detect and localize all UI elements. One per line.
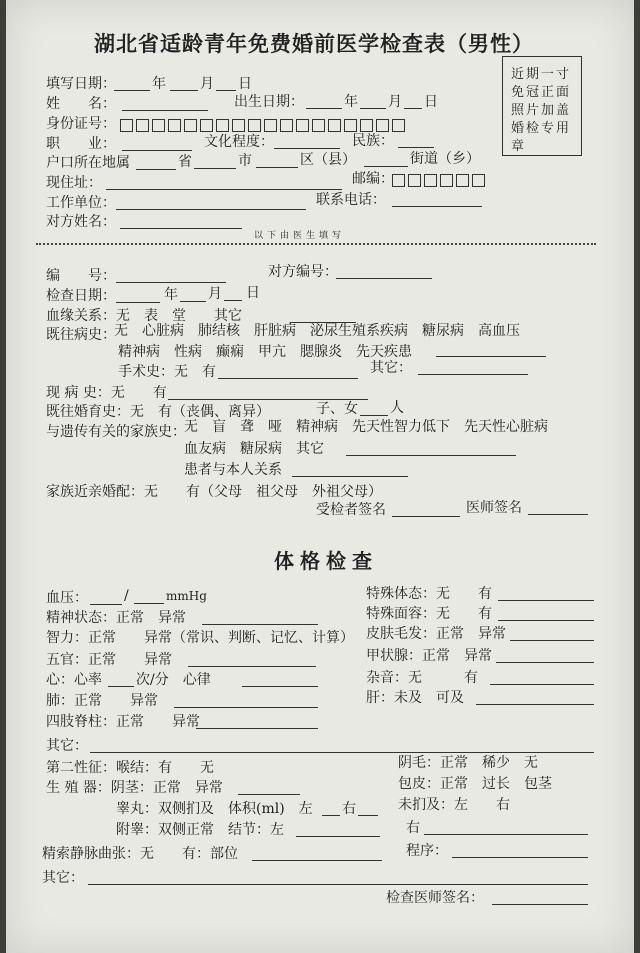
- partner-number-label: 对方编号：: [268, 264, 338, 280]
- bp-unit: mmHg: [166, 589, 207, 603]
- education-label: 文化程度：: [204, 134, 274, 150]
- murmur-line: 杂音：无 有: [366, 670, 478, 686]
- heart-line: 心：心率: [46, 672, 102, 688]
- photo-box-line: 照片加盖: [511, 103, 572, 118]
- skin-field[interactable]: [510, 640, 594, 641]
- street-label: 街道（乡）: [410, 151, 480, 167]
- province-field[interactable]: [136, 169, 176, 170]
- partner-number-field[interactable]: [336, 278, 432, 279]
- congenital-field[interactable]: [436, 356, 546, 357]
- physical-exam-title: 体格检查: [274, 549, 378, 573]
- year-label: 年: [164, 287, 178, 303]
- heart-unit: 次/分 心律: [136, 672, 211, 688]
- number-field[interactable]: [116, 282, 226, 283]
- penis-field[interactable]: [238, 794, 300, 795]
- birth-day-field[interactable]: [404, 108, 422, 109]
- other-field-2[interactable]: [88, 884, 588, 885]
- street-field[interactable]: [364, 166, 408, 167]
- pubic-hair-line: 阴毛：正常 稀少 无: [398, 755, 538, 771]
- liver-field[interactable]: [476, 704, 594, 705]
- lung-field[interactable]: [174, 707, 318, 708]
- current-illness-line: 现 病 史：无 有: [46, 385, 167, 401]
- doctor-fill-note: 以下由医生填写: [254, 231, 346, 241]
- intelligence-line: 智力：正常 异常（常识、判断、记忆、计算）: [46, 630, 354, 646]
- limbs-field[interactable]: [196, 728, 318, 729]
- other-history-label: 其它：: [370, 360, 412, 376]
- birth-month-field[interactable]: [360, 108, 386, 109]
- family-history-row2: 血友病 糖尿病 其它: [184, 441, 324, 457]
- exam-date-label: 检查日期：: [46, 288, 116, 304]
- marriage-history-line: 既往婚育史：无 有（丧偶、离异）: [46, 404, 270, 420]
- form-title: 湖北省适龄青年免费婚前医学检查表（男性）: [94, 31, 534, 56]
- district-label: 区（县）: [300, 152, 356, 168]
- job-field[interactable]: [122, 150, 192, 151]
- address-field[interactable]: [106, 189, 342, 190]
- other-exam-field[interactable]: [90, 752, 594, 753]
- other-label-2: 其它：: [42, 870, 84, 886]
- epididymis-left-field[interactable]: [296, 836, 380, 837]
- other-history-field[interactable]: [418, 374, 528, 375]
- bp-systolic-field[interactable]: [90, 604, 122, 605]
- day-label: 日: [246, 285, 260, 301]
- examinee-sign-field[interactable]: [392, 516, 460, 517]
- address-label: 现住址：: [46, 175, 102, 191]
- current-illness-field[interactable]: [168, 399, 368, 400]
- family-history-label: 与遗传有关的家族史：: [46, 424, 186, 440]
- exam-doctor-sign-field[interactable]: [492, 904, 588, 905]
- partner-name-label: 对方姓名：: [46, 214, 116, 230]
- children-unit: 人: [390, 400, 404, 416]
- children-label: 子、女: [316, 401, 358, 417]
- foreskin-line: 包皮：正常 过长 包茎: [398, 776, 552, 792]
- senses-field[interactable]: [188, 666, 316, 667]
- varicocele-line: 精索静脉曲张：无 有：部位: [42, 846, 238, 862]
- relation-label: 患者与本人关系: [184, 462, 282, 478]
- photo-box-line: 章: [511, 139, 527, 154]
- bp-slash: /: [124, 588, 129, 604]
- surgery-line: 手术史：无 有: [118, 364, 216, 380]
- surgery-field[interactable]: [218, 378, 358, 379]
- epididymis-line: 附睾：双侧正常 结节：左: [116, 822, 284, 838]
- murmur-field[interactable]: [490, 684, 594, 685]
- name-field[interactable]: [122, 110, 208, 111]
- phone-label: 联系电话：: [316, 192, 386, 208]
- skin-line: 皮肤毛发：正常 异常: [366, 626, 506, 642]
- city-field[interactable]: [194, 168, 236, 169]
- bp-diastolic-field[interactable]: [134, 603, 164, 604]
- senses-line: 五官：正常 异常: [46, 652, 172, 668]
- day-label: 日: [424, 94, 438, 110]
- varicocele-field[interactable]: [252, 860, 382, 861]
- posture-field[interactable]: [498, 600, 594, 601]
- kinship-line: 血缘关系：无 表 堂 其它: [46, 308, 242, 324]
- limbs-line: 四肢脊柱：正常 异常: [46, 714, 200, 730]
- liver-line: 肝：未及 可及: [366, 690, 464, 706]
- month-label: 月: [200, 76, 214, 92]
- testis-right-field[interactable]: [358, 815, 378, 816]
- not-felt-line: 未扪及：左 右: [398, 797, 510, 813]
- year-label: 年: [344, 94, 358, 110]
- postcode-label: 邮编：: [352, 171, 394, 187]
- epididymis-right-field[interactable]: [424, 834, 588, 835]
- family-other-field[interactable]: [346, 455, 516, 456]
- doctor-sign-label: 医师签名: [466, 500, 522, 516]
- employer-label: 工作单位：: [46, 195, 116, 211]
- id-number-label: 身份证号：: [46, 116, 116, 132]
- lung-line: 肺：正常 异常: [46, 693, 158, 709]
- heart-rate-field[interactable]: [108, 686, 134, 687]
- degree-label: 程序：: [406, 843, 448, 859]
- number-label: 编 号：: [46, 268, 116, 284]
- birth-date-label: 出生日期：: [234, 94, 304, 110]
- children-field[interactable]: [360, 415, 388, 416]
- other-exam-label: 其它：: [46, 738, 88, 754]
- partner-name-field[interactable]: [120, 228, 242, 229]
- mental-state-line: 精神状态：正常 异常: [46, 610, 186, 626]
- photo-box-line: 近期一寸: [511, 67, 572, 82]
- name-label: 姓 名：: [46, 96, 116, 112]
- posture-line: 特殊体态：无 有: [366, 586, 492, 602]
- family-history-row1: 无 盲 聋 哑 精神病 先天性智力低下 先天性心脏病: [184, 419, 548, 435]
- exam-form-page: [6, 0, 634, 953]
- photo-box: [502, 56, 582, 156]
- relation-field[interactable]: [292, 476, 408, 477]
- photo-box-line: 免冠正面: [511, 85, 572, 100]
- photo-box-line: 婚检专用: [511, 121, 572, 136]
- day-label: 日: [238, 76, 252, 92]
- thyroid-field[interactable]: [496, 662, 594, 663]
- degree-field[interactable]: [452, 857, 588, 858]
- year-label: 年: [152, 76, 166, 92]
- doctor-sign-field[interactable]: [528, 514, 588, 515]
- fill-date-day-field[interactable]: [216, 90, 236, 91]
- face-field[interactable]: [498, 620, 594, 621]
- city-label: 市: [238, 153, 252, 169]
- exam-doctor-sign-label: 检查医师签名：: [386, 890, 484, 906]
- fill-date-label: 填写日期：: [46, 76, 116, 92]
- heart-rhythm-field[interactable]: [242, 686, 318, 687]
- face-line: 特殊面容：无 有: [366, 606, 492, 622]
- bp-label: 血压：: [46, 590, 88, 606]
- ethnicity-label: 民族：: [352, 133, 394, 149]
- secondary-sex-line: 第二性征：喉结：有 无: [46, 760, 214, 776]
- phone-field[interactable]: [392, 206, 482, 207]
- epididymis-right-label: 右: [406, 820, 420, 836]
- birth-year-field[interactable]: [306, 108, 342, 109]
- mental-state-field[interactable]: [202, 624, 318, 625]
- fill-date-month-field[interactable]: [170, 90, 198, 91]
- job-label: 职 业：: [46, 136, 116, 152]
- employer-field[interactable]: [116, 209, 306, 210]
- testis-left-field[interactable]: [322, 815, 340, 816]
- genital-line: 生 殖 器：阴茎：正常 异常: [46, 780, 223, 796]
- postcode-boxes[interactable]: [392, 170, 488, 189]
- education-field[interactable]: [274, 148, 340, 149]
- ethnicity-field[interactable]: [398, 147, 434, 148]
- section-divider: [36, 243, 596, 245]
- exam-day-field[interactable]: [224, 300, 242, 301]
- district-field[interactable]: [256, 167, 298, 168]
- exam-month-field[interactable]: [180, 301, 206, 302]
- past-history-row2: 精神病 性病 癫痫 甲亢 腮腺炎 先天疾患: [118, 344, 412, 360]
- testis-right-label: 右: [342, 801, 356, 817]
- past-history-label: 既往病史：: [46, 327, 116, 343]
- examinee-sign-label: 受检者签名: [316, 502, 386, 518]
- province-label: 省: [178, 154, 192, 170]
- testis-line: 睾丸：双侧扪及 体积(ml) 左: [116, 801, 313, 817]
- month-label: 月: [208, 286, 222, 302]
- consanguinity-line: 家族近亲婚配：无 有（父母 祖父母 外祖父母）: [46, 484, 382, 500]
- exam-year-field[interactable]: [116, 302, 160, 303]
- fill-date-year-field[interactable]: [114, 90, 150, 91]
- id-number-boxes[interactable]: [120, 115, 408, 134]
- hukou-label: 户口所在地属: [46, 155, 130, 171]
- thyroid-line: 甲状腺：正常 异常: [366, 648, 492, 664]
- past-history-row1: 无 心脏病 肺结核 肝脏病 泌尿生殖系疾病 糖尿病 高血压: [114, 323, 520, 339]
- month-label: 月: [388, 94, 402, 110]
